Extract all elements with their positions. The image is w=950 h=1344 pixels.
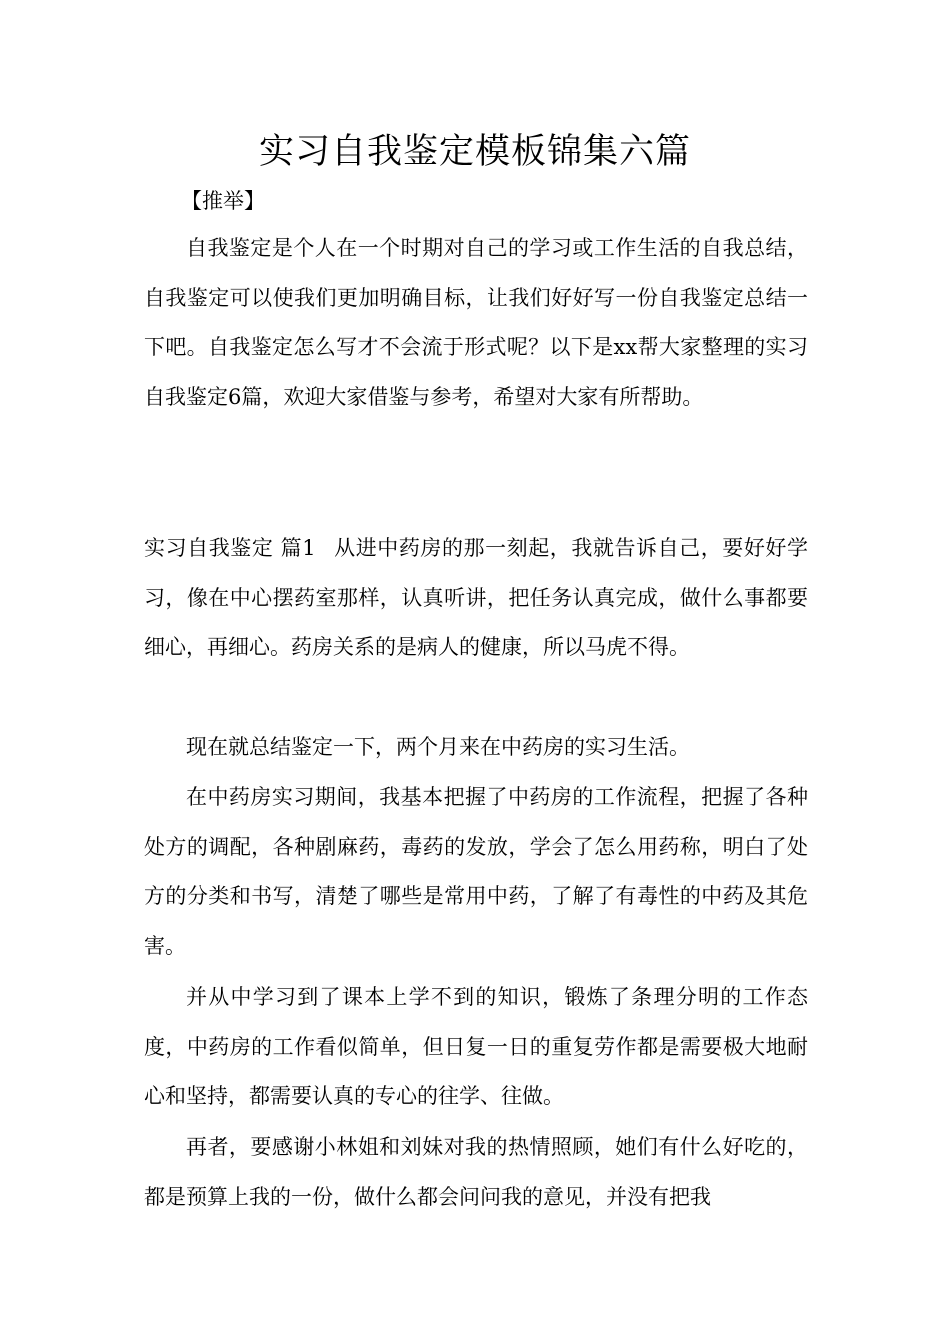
intro-paragraph: 自我鉴定是个人在一个时期对自己的学习或工作生活的自我总结，自我鉴定可以使我们更加明确目标，让我们好好写一份自我鉴定总结一下吧。自我鉴定怎么写才不会流于形式呢？以下是xx帮大家整理的实习自我鉴定6篇，欢迎大家借鉴与参考，希望对大家有所帮助。 bbox=[144, 236, 808, 409]
document-title: 实习自我鉴定模板锦集六篇 bbox=[258, 132, 691, 172]
recommend-tag: 【推举】 bbox=[181, 189, 265, 213]
body-paragraph: 在中药房实习期间，我基本把握了中药房的工作流程，把握了各种处方的调配，各种剧麻药，毒药的发放，学会了怎么用药称，明白了处方的分类和书写，清楚了哪些是常用中药，了解了有毒性的中药及其危害。 bbox=[144, 785, 808, 958]
section-1-first-paragraph: 从进中药房的那一刻起，我就告诉自己，要好好学习，像在中心摆药室那样，认真听讲，把任务认真完成，做什么事都要细心，再细心。药房关系的是病人的健康，所以马虎不得。 bbox=[144, 536, 808, 660]
body-paragraph: 再者，要感谢小林姐和刘妹对我的热情照顾，她们有什么好吃的，都是预算上我的一份，做什么都会问问我的意见，并没有把我 bbox=[144, 1135, 808, 1209]
body-paragraph: 并从中学习到了课本上学不到的知识，锻炼了条理分明的工作态度，中药房的工作看似简单，但日复一日的重复劳作都是需要极大地耐心和坚持，都需要认真的专心的往学、往做。 bbox=[144, 985, 808, 1109]
section-1-paragraph bbox=[144, 524, 808, 673]
section-1-heading: 实习自我鉴定 篇1 bbox=[144, 536, 316, 560]
body-paragraph: 现在就总结鉴定一下，两个月来在中药房的实习生活。 bbox=[186, 735, 690, 759]
